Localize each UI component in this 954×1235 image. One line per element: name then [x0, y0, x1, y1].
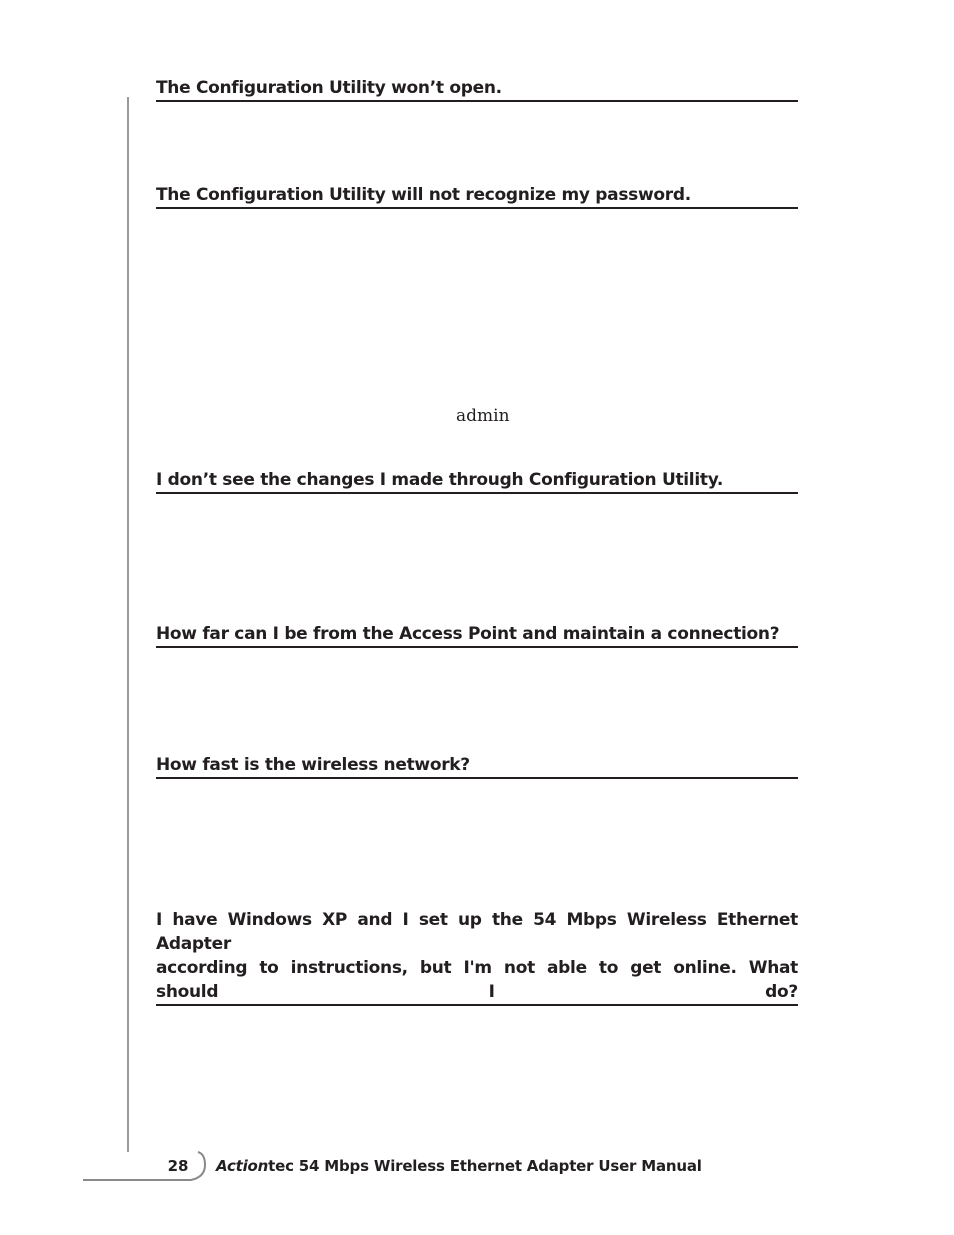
- footer-title-rest: tec 54 Mbps Wireless Ethernet Adapter User Manual: [268, 1157, 702, 1175]
- page-number: 28: [167, 1157, 189, 1175]
- faq-heading-line-2: according to instructions, but I'm not able to get online. What should I do?: [156, 958, 798, 1002]
- footer-brand-italic: Action: [216, 1157, 269, 1175]
- faq-heading-access-point-distance: How far can I be from the Access Point and maintain a connection?: [156, 622, 798, 648]
- footer-manual-title: [216, 1156, 702, 1176]
- left-margin-rule: [127, 97, 129, 1152]
- default-password-text: admin: [456, 406, 510, 426]
- faq-heading-line-1: I have Windows XP and I set up the 54 Mbps Wireless Ethernet Adapter: [156, 910, 798, 954]
- faq-heading-password-not-recognized: The Configuration Utility will not recognize my password.: [156, 183, 798, 209]
- faq-heading-changes-not-visible: I don’t see the changes I made through Configuration Utility.: [156, 468, 798, 494]
- faq-heading-network-speed: How fast is the wireless network?: [156, 753, 798, 779]
- faq-heading-utility-wont-open: The Configuration Utility won’t open.: [156, 76, 798, 102]
- faq-heading-windows-xp-offline: [156, 908, 798, 1006]
